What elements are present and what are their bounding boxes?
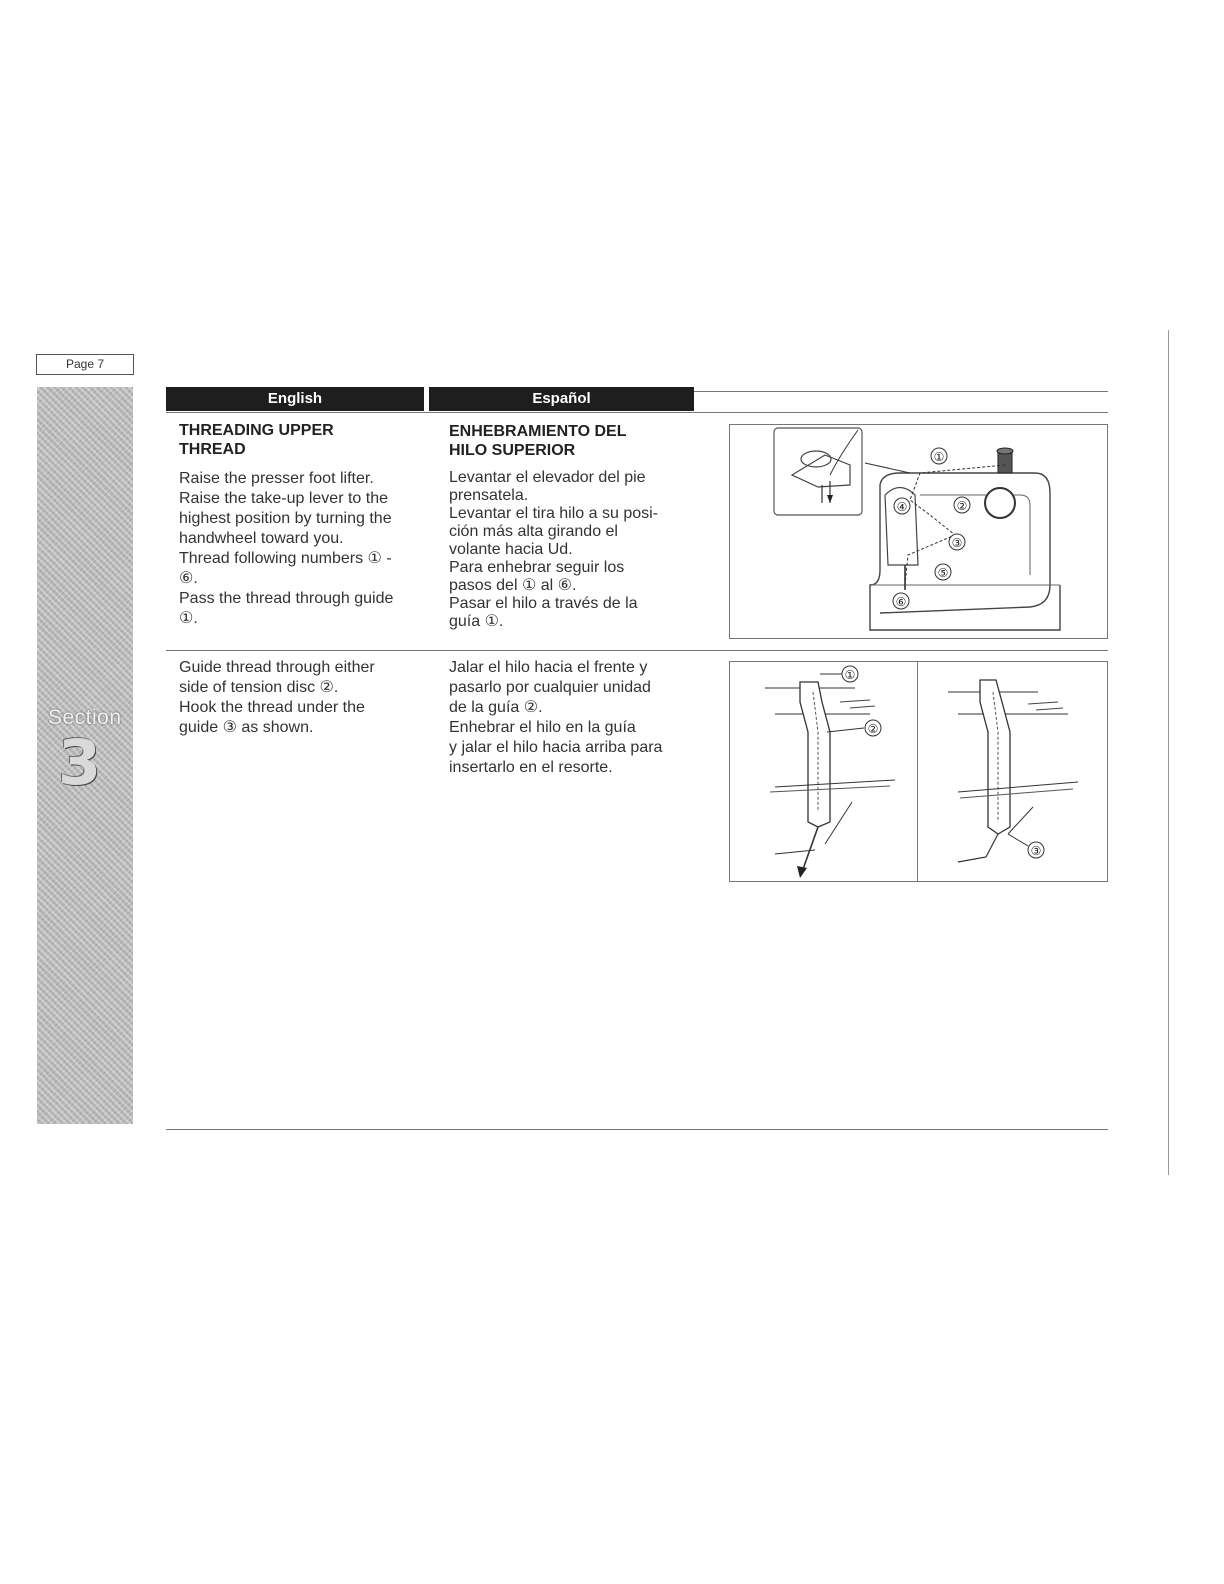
english-line: Pass the thread through guide: [179, 590, 394, 607]
spanish-line: pasos del ① al ⑥.: [449, 577, 577, 594]
detail-left-callout-2: ②: [867, 722, 879, 736]
spanish-paragraph-2: [449, 658, 686, 778]
machine-callout-3: ③: [951, 536, 963, 550]
scan-edge-line: [1168, 330, 1169, 1175]
english-line: side of tension disc ②.: [179, 679, 339, 696]
tension-detail-left-illustration: [730, 662, 918, 881]
english-line: handwheel toward you.: [179, 530, 344, 547]
english-line: Thread following numbers ① -: [179, 550, 392, 567]
spanish-line: insertarlo en el resorte.: [449, 759, 613, 776]
tab-spanish: Español: [429, 387, 694, 411]
detail-left-callout-1: ①: [844, 668, 856, 682]
header-rule: [166, 412, 1108, 413]
english-paragraph-2: [179, 658, 417, 738]
english-line: ⑥.: [179, 570, 198, 587]
english-paragraph-1: [179, 469, 417, 629]
figure-machine-threading: [729, 424, 1108, 639]
machine-callout-5: ⑤: [937, 566, 949, 580]
spanish-heading-line1: ENHEBRAMIENTO DEL: [449, 423, 627, 440]
top-rule: [694, 391, 1108, 392]
page-label: Page 7: [36, 354, 134, 375]
english-section-1: [179, 421, 417, 629]
spanish-line: Para enhebrar seguir los: [449, 559, 625, 576]
figure-tension-detail-right: [917, 661, 1108, 882]
english-line: guide ③ as shown.: [179, 719, 314, 736]
tab-english: English: [166, 387, 424, 411]
figure-tension-detail-left: [729, 661, 919, 882]
english-line: Hook the thread under the: [179, 699, 365, 716]
english-line: Raise the presser foot lifter.: [179, 470, 374, 487]
spanish-line: Jalar el hilo hacia el frente y: [449, 659, 648, 676]
spanish-line: guía ①.: [449, 613, 504, 630]
spanish-line: Enhebrar el hilo en la guía: [449, 719, 636, 736]
spanish-line: pasarlo por cualquier unidad: [449, 679, 651, 696]
machine-illustration: [730, 425, 1107, 638]
machine-callout-2: ②: [956, 499, 968, 513]
machine-callout-6: ⑥: [895, 595, 907, 609]
english-line: Guide thread through either: [179, 659, 375, 676]
spanish-line: prensatela.: [449, 487, 529, 504]
spanish-paragraph-1: [449, 469, 686, 631]
english-line: ①.: [179, 610, 198, 627]
spanish-line: Pasar el hilo a través de la: [449, 595, 638, 612]
english-line: highest position by turning the: [179, 510, 392, 527]
mid-rule: [166, 650, 1108, 651]
spanish-line: y jalar el hilo hacia arriba para: [449, 739, 663, 756]
english-heading-line2: THREAD: [179, 441, 246, 458]
spanish-line: Levantar el tira hilo a su posi-: [449, 505, 658, 522]
spanish-line: volante hacia Ud.: [449, 541, 573, 558]
spanish-heading-line2: HILO SUPERIOR: [449, 442, 576, 459]
spanish-line: ción más alta girando el: [449, 523, 618, 540]
spanish-section-1: [449, 422, 686, 631]
english-heading: [179, 421, 417, 459]
section-number: 3: [58, 726, 102, 799]
spanish-line: Levantar el elevador del pie: [449, 469, 646, 486]
english-line: Raise the take-up lever to the: [179, 490, 389, 507]
machine-callout-4: ④: [896, 500, 908, 514]
tension-detail-right-illustration: [918, 662, 1107, 881]
english-heading-line1: THREADING UPPER: [179, 422, 334, 439]
spanish-line: de la guía ②.: [449, 699, 543, 716]
machine-callout-1: ①: [933, 450, 945, 464]
section-word: Section: [48, 706, 122, 729]
bottom-rule: [166, 1129, 1108, 1130]
spanish-heading: [449, 422, 686, 460]
detail-right-callout-3: ③: [1030, 844, 1042, 858]
